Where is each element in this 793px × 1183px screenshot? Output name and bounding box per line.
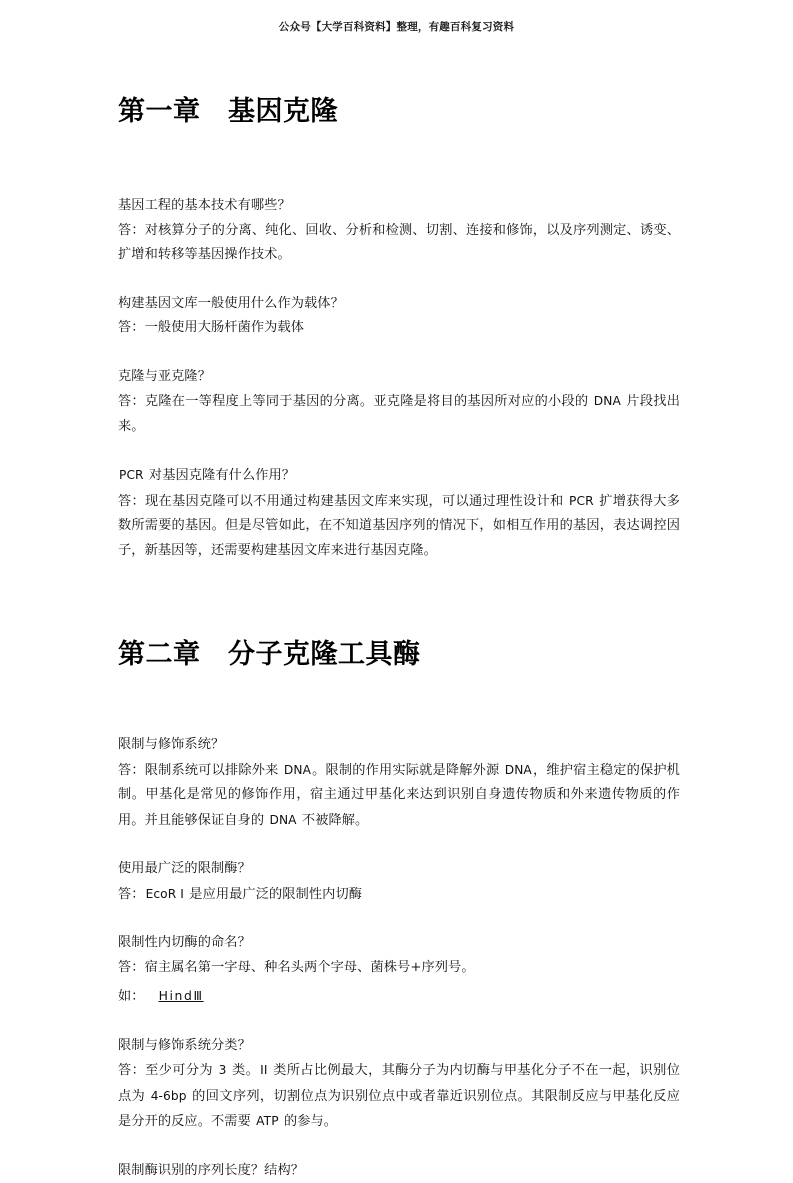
question-text: 限制与修饰系统？ bbox=[118, 733, 680, 758]
answer-segment: 类所占比例最大，其酶分子为内切酶与甲基化分子不在一起，识别位点为 bbox=[118, 1063, 680, 1104]
question-text: 克隆与亚克隆？ bbox=[118, 365, 680, 390]
question-text: 限制性内切酶的命名？ bbox=[118, 931, 680, 956]
answer-segment: 扩增获得大多数所需要的基因。但是尽管如此，在不知道基因序列的情况下，如相互作用的基因，表达调控因子，新基因等，还需要构建基因文库来进行基因克隆。 bbox=[118, 494, 680, 558]
answer-segment: ，维护宿主稳定的保护机制。甲基化是常见的修饰作用，宿主通过甲基化来达到识别自身遗传物质和外来遗传物质的作用。并且能够保证自身的 bbox=[118, 763, 680, 828]
answer-text bbox=[118, 389, 680, 439]
qa-block-2 bbox=[118, 292, 680, 341]
answer-text bbox=[118, 882, 680, 908]
spacer-after-chapter-2-heading bbox=[118, 675, 680, 733]
chapter-2-heading: 第二章 分子克隆工具酶 bbox=[118, 635, 680, 675]
qa-block-9 bbox=[118, 1159, 680, 1183]
answer-text bbox=[118, 1058, 680, 1135]
question-text: 限制酶识别的序列长度？结构？ bbox=[118, 1159, 680, 1183]
answer-segment: 不被降解。 bbox=[298, 813, 369, 828]
qa-block-1 bbox=[118, 194, 680, 268]
enzyme-name-hindiii: HindⅢ bbox=[145, 988, 204, 1003]
spacer-after-chapter-1-heading bbox=[118, 132, 680, 194]
answer-latin-term: II bbox=[259, 1063, 268, 1077]
qa-block-4 bbox=[118, 463, 680, 563]
example-label: 如： bbox=[118, 989, 145, 1004]
question-text bbox=[118, 463, 680, 489]
answer-segment: 。限制的作用实际就是降解外源 bbox=[312, 763, 504, 778]
answer-latin-term: DNA bbox=[504, 763, 533, 777]
answer-segment: 答： bbox=[118, 887, 145, 902]
answer-text: 答：对核算分子的分离、纯化、回收、分析和检测、切割、连接和修饰，以及序列测定、诱变、扩增和转移等基因操作技术。 bbox=[118, 219, 680, 268]
answer-segment: 答：限制系统可以排除外来 bbox=[118, 763, 283, 778]
answer-latin-term: DNA bbox=[283, 763, 312, 777]
answer-latin-term: 4-6bp bbox=[150, 1089, 188, 1103]
answer-latin-term: DNA bbox=[268, 813, 297, 827]
question-text: 使用最广泛的限制酶？ bbox=[118, 857, 680, 882]
qa-block-8 bbox=[118, 1034, 680, 1135]
page-watermark-header: 公众号【大学百科资料】整理，有趣百科复习资料 bbox=[0, 20, 793, 34]
answer-segment: 类。 bbox=[227, 1063, 259, 1078]
question-text: 限制与修饰系统分类？ bbox=[118, 1034, 680, 1059]
answer-segment: 的回文序列，切割位点为识别位点中或者靠近识别位点。其限制反应与甲基化反应是分开的反应。不需要 bbox=[118, 1089, 680, 1130]
qa-block-3 bbox=[118, 365, 680, 440]
answer-text: 答：宿主属名第一字母、种名头两个字母、菌株号+序列号。 bbox=[118, 956, 680, 981]
answer-segment: 是应用最广泛的限制性内切酶 bbox=[185, 887, 362, 902]
answer-segment: 的参与。 bbox=[280, 1114, 337, 1129]
answer-latin-term: DNA bbox=[593, 394, 622, 408]
qa-block-7 bbox=[118, 931, 680, 1010]
answer-latin-term: PCR bbox=[568, 494, 595, 508]
spacer-before-chapter-2 bbox=[118, 587, 680, 635]
question-segment: 对基因克隆有什么作用？ bbox=[145, 468, 295, 483]
qa-block-6 bbox=[118, 857, 680, 907]
example-line bbox=[118, 984, 680, 1010]
question-latin-term: PCR bbox=[118, 468, 145, 482]
question-text: 基因工程的基本技术有哪些？ bbox=[118, 194, 680, 219]
answer-segment: 答：至少可分为 bbox=[118, 1063, 218, 1078]
answer-latin-term: ATP bbox=[255, 1114, 279, 1128]
answer-segment: 答：克隆在一等程度上等同于基因的分离。亚克隆是将目的基因所对应的小段的 bbox=[118, 394, 593, 409]
answer-latin-term: 3 bbox=[218, 1063, 228, 1077]
answer-segment: 答：现在基因克隆可以不用通过构建基因文库来实现，可以通过理性设计和 bbox=[118, 494, 568, 509]
answer-latin-term: EcoR I bbox=[145, 887, 185, 901]
chapter-1-heading: 第一章 基因克隆 bbox=[118, 92, 680, 132]
answer-text: 答：一般使用大肠杆菌作为载体 bbox=[118, 316, 680, 341]
answer-segment: 片段找出来。 bbox=[118, 394, 680, 434]
question-text: 构建基因文库一般使用什么作为载体？ bbox=[118, 292, 680, 317]
document-body bbox=[118, 92, 680, 1183]
answer-text bbox=[118, 489, 680, 564]
answer-text bbox=[118, 758, 680, 834]
qa-block-5 bbox=[118, 733, 680, 833]
